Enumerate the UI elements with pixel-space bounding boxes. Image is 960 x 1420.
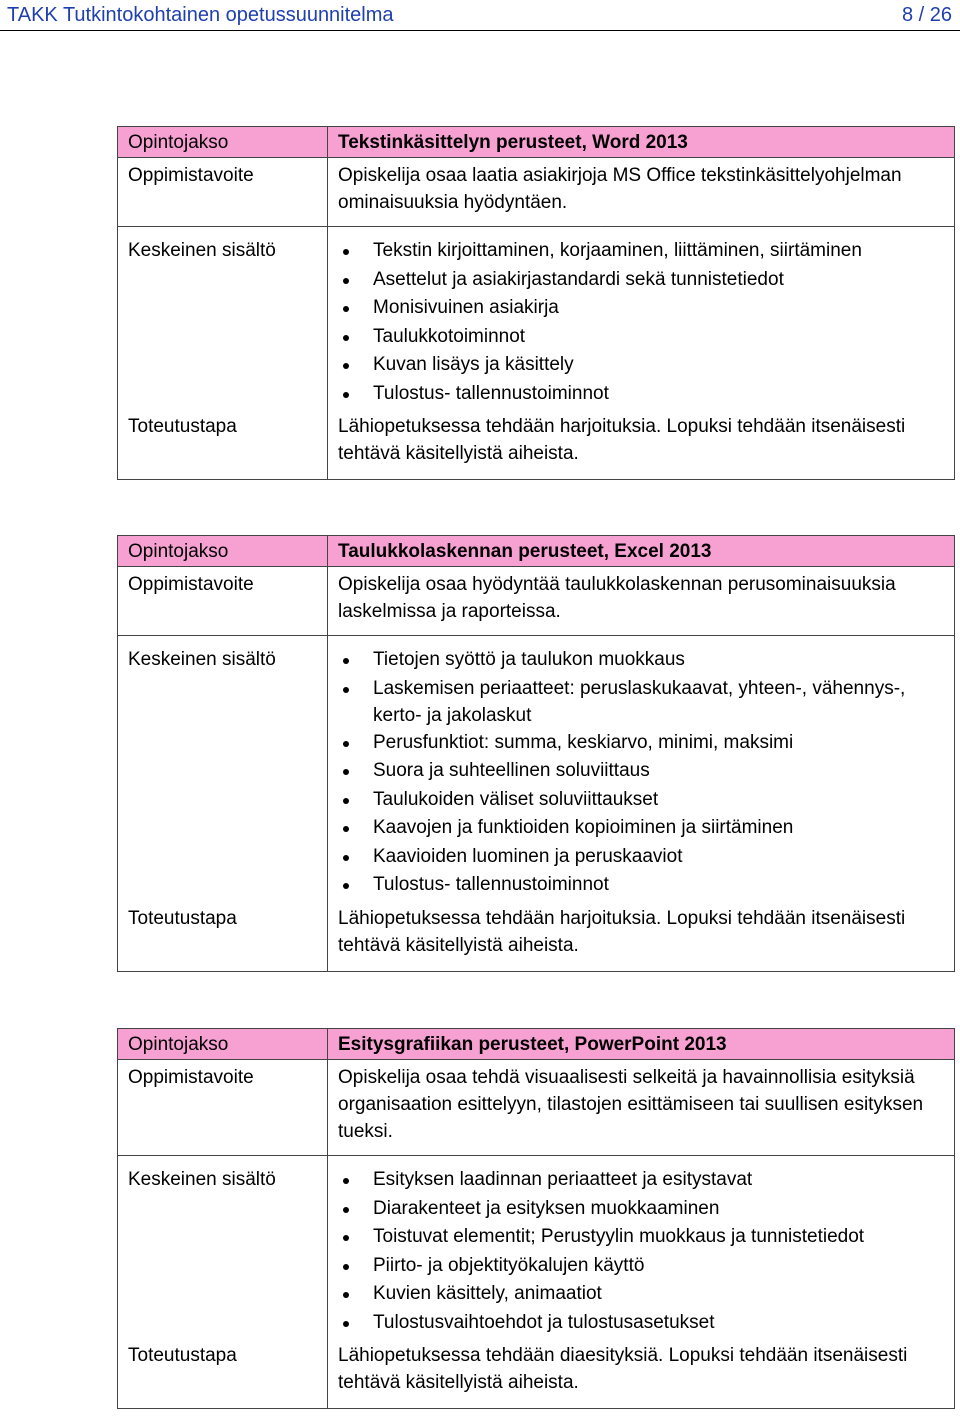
- list-item: Kaavioiden luominen ja peruskaaviot: [338, 843, 944, 872]
- page-number: 8 / 26: [901, 4, 952, 26]
- objective-row: [118, 1060, 955, 1156]
- implementation-text: Lähiopetuksessa tehdään diaesityksiä. Lopuksi tehdään itsenäisesti tehtävä käsitellyistä aiheista.: [338, 1345, 908, 1393]
- list-item: Taulukkotoiminnot: [338, 323, 944, 352]
- objective-label: Oppimistavoite: [118, 567, 328, 636]
- course-title: Esitysgrafiikan perusteet, PowerPoint 2013: [328, 1029, 955, 1060]
- list-item: Kuvien käsittely, animaatiot: [338, 1280, 944, 1309]
- content-label: Keskeinen sisältö: [118, 227, 328, 411]
- implementation-text: Lähiopetuksessa tehdään harjoituksia. Lopuksi tehdään itsenäisesti tehtävä käsitellyistä aiheista.: [338, 416, 906, 464]
- list-item: Laskemisen periaatteet: peruslaskukaavat, yhteen-, vähennys-, kerto- ja jakolaskut: [338, 675, 944, 729]
- implementation-label: Toteutustapa: [118, 902, 328, 972]
- course-header-row: [118, 1029, 955, 1060]
- content-row: [118, 227, 955, 411]
- course-title: Taulukkolaskennan perusteet, Excel 2013: [328, 536, 955, 567]
- course-table-word: [117, 126, 955, 480]
- list-item: Diarakenteet ja esityksen muokkaaminen: [338, 1195, 944, 1224]
- list-item: Tulostusvaihtoehdot ja tulostusasetukset: [338, 1309, 944, 1338]
- list-item: Piirto- ja objektityökalujen käyttö: [338, 1252, 944, 1281]
- course-header-row: [118, 536, 955, 567]
- list-item: Perusfunktiot: summa, keskiarvo, minimi, maksimi: [338, 729, 944, 758]
- objective-row: [118, 158, 955, 227]
- list-item: Tulostus- tallennustoiminnot: [338, 871, 944, 900]
- list-item: Kaavojen ja funktioiden kopioiminen ja siirtäminen: [338, 814, 944, 843]
- content-list: [338, 646, 944, 900]
- objective-row: [118, 567, 955, 636]
- course-label: Opintojakso: [118, 1029, 328, 1060]
- page-header: [0, 0, 960, 31]
- implementation-text: Lähiopetuksessa tehdään harjoituksia. Lopuksi tehdään itsenäisesti tehtävä käsitellyistä aiheista.: [338, 907, 906, 956]
- content-row: [118, 1156, 955, 1340]
- course-label: Opintojakso: [118, 127, 328, 158]
- content-list: [338, 1166, 944, 1337]
- list-item: Tekstin kirjoittaminen, korjaaminen, liittäminen, siirtäminen: [338, 237, 944, 266]
- list-item: Tulostus- tallennustoiminnot: [338, 380, 944, 409]
- objective-label: Oppimistavoite: [118, 158, 328, 227]
- implementation-row: [118, 410, 955, 480]
- objective-label: Oppimistavoite: [118, 1060, 328, 1156]
- implementation-label: Toteutustapa: [118, 410, 328, 480]
- implementation-row: [118, 1339, 955, 1409]
- list-item: Taulukoiden väliset soluviittaukset: [338, 786, 944, 815]
- course-title: Tekstinkäsittelyn perusteet, Word 2013: [328, 127, 955, 158]
- list-item: Esityksen laadinnan periaatteet ja esitystavat: [338, 1166, 944, 1195]
- list-item: Asettelut ja asiakirjastandardi sekä tunnistetiedot: [338, 266, 944, 295]
- list-item: Suora ja suhteellinen soluviittaus: [338, 757, 944, 786]
- course-table-excel: [117, 535, 955, 972]
- course-header-row: [118, 127, 955, 158]
- course-label: Opintojakso: [118, 536, 328, 567]
- objective-text: Opiskelija osaa laatia asiakirjoja MS Office tekstinkäsittelyohjelman ominaisuuksia hyödyntäen.: [328, 158, 955, 227]
- objective-text: Opiskelija osaa hyödyntää taulukkolaskennan perusominaisuuksia laskelmissa ja raporteissa.: [328, 567, 955, 636]
- content-label: Keskeinen sisältö: [118, 636, 328, 902]
- list-item: Kuvan lisäys ja käsittely: [338, 351, 944, 380]
- content-label: Keskeinen sisältö: [118, 1156, 328, 1340]
- objective-text: Opiskelija osaa tehdä visuaalisesti selkeitä ja havainnollisia esityksiä organisaation esittelyyn, tilastojen esittämiseen tai suullisen esityksen tueksi.: [328, 1060, 955, 1156]
- content-row: [118, 636, 955, 902]
- list-item: Toistuvat elementit; Perustyylin muokkaus ja tunnistetiedot: [338, 1223, 944, 1252]
- content-list: [338, 237, 944, 408]
- course-table-powerpoint: [117, 1028, 955, 1409]
- list-item: Monisivuinen asiakirja: [338, 294, 944, 323]
- document-title: TAKK Tutkintokohtainen opetussuunnitelma: [7, 4, 394, 26]
- list-item: Tietojen syöttö ja taulukon muokkaus: [338, 646, 944, 675]
- implementation-label: Toteutustapa: [118, 1339, 328, 1409]
- implementation-row: [118, 902, 955, 972]
